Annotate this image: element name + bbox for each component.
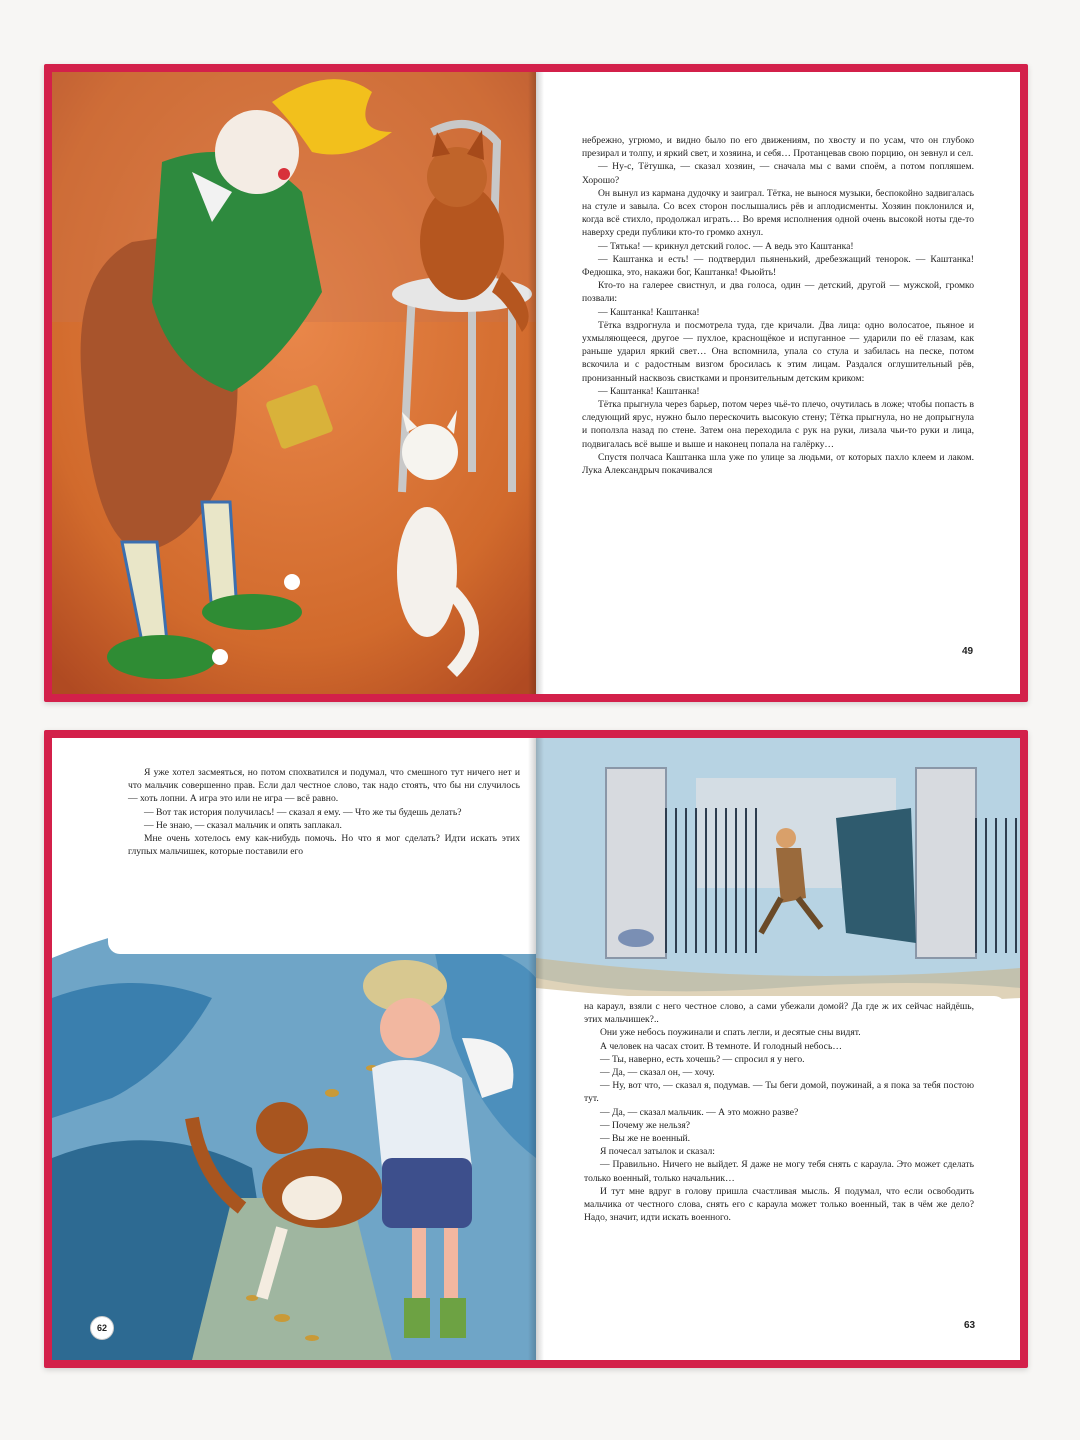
paragraph: на караул, взяли с него честное слово, а сами убежали домой? Да где ж их сейчас найдёшь, этих мальчишек?.. — [584, 1001, 974, 1026]
paragraph: А человек на часах стоит. В темноте. И голодный небось… — [600, 1040, 842, 1052]
paragraph: — Ты, наверно, есть хочешь? — спросил я у него. — [600, 1053, 805, 1065]
paragraph: И тут мне вдруг в голову пришла счастливая мысль. Я подумал, что если освободить мальчика от честного слова, снять его с караула может только военный, так в чём же дело? Надо, значит, идти искать военного. — [584, 1185, 974, 1224]
paragraph: — Да, — сказал мальчик. — А это можно разве? — [600, 1106, 799, 1118]
paragraph: Спустя полчаса Каштанка шла уже по улице за людьми, от которых пахло клеем и лаком. Лука Александрыч покачивался — [582, 451, 974, 477]
paragraph: — Каштанка! Каштанка! — [598, 385, 700, 397]
paragraph: — Каштанка! Каштанка! — [598, 306, 700, 318]
text-column — [582, 134, 974, 477]
text-column — [128, 766, 520, 858]
text-page-49 — [536, 72, 1020, 694]
book-spread-top — [44, 64, 1028, 702]
illustration-text-page-63 — [536, 738, 1020, 1360]
paragraph: — Да, — сказал он, — хочу. — [600, 1067, 715, 1079]
paragraph: Они уже небось поужинали и спать легли, и десятые сны видят. — [600, 1027, 861, 1039]
clown-illustration — [52, 72, 536, 694]
paragraph: Мне очень хотелось ему как-нибудь помочь. Но что я мог сделать? Идти искать этих глупых мальчишек, которые поставили его — [128, 833, 520, 858]
text-column — [584, 1000, 974, 1224]
paragraph: — Каштанка и есть! — подтвердил пьяненький, дребезжащий тенорок. — Каштанка! Федюшка, это, накажи бог, Каштанка! Фьюйть! — [582, 253, 974, 279]
paragraph: — Правильно. Ничего не выйдет. Я даже не могу тебя снять с караула. Это может сделать только военный, только начальник… — [584, 1159, 974, 1184]
paragraph: небрежно, угрюмо, и видно было по его движениям, по хвосту и по усам, что он глубоко презирал и толпу, и яркий свет, и хозяина, и себя… Протанцевав свою порцию, он зевнул и сел. — [582, 135, 974, 160]
paragraph: — Почему же нельзя? — [600, 1119, 690, 1131]
illustration-page-clown — [52, 72, 536, 694]
paragraph: — Ну, вот что, — сказал я, подумав. — Ты беги домой, поужинай, а я пока за тебя постою тут. — [584, 1080, 974, 1105]
paragraph: — Вот так история получилась! — сказал я ему. — Что же ты будешь делать? — [144, 806, 462, 818]
small-dog — [618, 929, 654, 947]
paragraph: Тётка прыгнула через барьер, потом через чьё-то плечо, очутилась в ложе; чтобы попасть в следующий ярус, нужно было перескочить высокую стену; Тётка прыгнула, но не допрыгнула и поползла назад по стене. Затем она переходила с рук на руки, лизала чьи-то руки и лица, подвигалась всё выше и выше и наконец попала на галёрку… — [582, 399, 974, 450]
gutter-shadow — [528, 72, 544, 694]
paragraph: Я уже хотел засмеяться, но потом спохватился и подумал, что смешного тут ничего нет и что мальчик совершенно прав. Если дал честное слово, так надо стоять, что бы ни случилось — хоть лопни. А игра это или не игра — всё равно. — [128, 767, 520, 805]
paragraph: — Ну-с, Тётушка, — сказал хозяин, — сначала мы с вами споём, а потом попляшем. Хорошо? — [582, 161, 974, 186]
page-number: 62 — [90, 1316, 114, 1340]
paragraph: — Вы же не военный. — [600, 1133, 691, 1145]
paragraph: Тётка вздрогнула и посмотрела туда, где кричали. Два лица: одно волосатое, пьяное и ухмыляющееся, другое — пухлое, краснощёкое и испуганное — ударили по её глазам, как раньше ударил яркий свет… Она вспомнила, упала со стула и забилась на песке, потом вскочила и с радостным визгом бросилась к этим лицам. Раздался оглушительный рёв, пронизанный насквозь свистками и пронзительным детским криком: — [582, 319, 974, 384]
paragraph: Я почесал затылок и сказал: — [600, 1146, 715, 1158]
page-number: 63 — [964, 1320, 976, 1331]
paragraph: Он вынул из кармана дудочку и заиграл. Тётка, не вынося музыки, беспокойно задвигалась на стуле и завыла. Со всех сторон послышались рёв и аплодисменты. Хозяин поклонился и, когда всё стихло, продолжал играть… Во время исполнения одной очень высокой ноты где-то наверху среди публики кто-то громко ахнул. — [582, 187, 974, 239]
book-spread-bottom — [44, 730, 1028, 1368]
paragraph: Кто-то на галерее свистнул, и два голоса, один — детский, другой — мужской, громко позвали: — [582, 280, 974, 305]
page-number: 49 — [962, 646, 974, 657]
illustration-text-page-62 — [52, 738, 536, 1360]
gutter-shadow — [528, 738, 544, 1360]
paragraph: — Не знаю, — сказал мальчик и опять заплакал. — [144, 819, 342, 831]
paragraph: — Тятька! — крикнул детский голос. — А ведь это Каштанка! — [598, 240, 854, 252]
